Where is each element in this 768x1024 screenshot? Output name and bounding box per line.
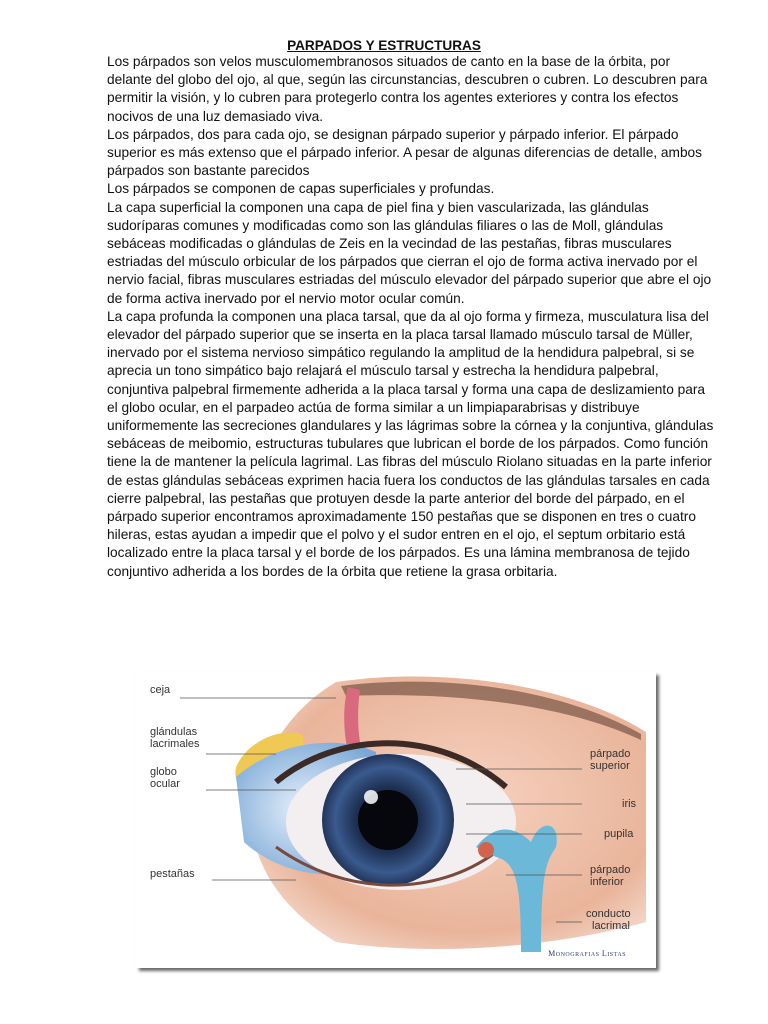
label-parpado-sup-2: superior [590, 760, 630, 772]
label-parpado-sup-1: párpado [590, 748, 631, 760]
label-conducto-1: conducto [586, 908, 631, 920]
label-globo-1: globo [150, 766, 177, 778]
label-ceja: ceja [150, 684, 171, 696]
document-title: PARPADOS Y ESTRUCTURAS [287, 38, 481, 53]
paragraph: Los párpados son velos musculomembranosos situados de canto en la base de la órbita, por delante del globo del ojo, al que, según las circunstancias, descubren o cubren. Lo descubren para permitir la visión, y lo cubren para protegerlo contra los agentes exteriores y contra los efectos nocivos de una luz demasiado viva. [107, 54, 708, 124]
label-pestanas: pestañas [150, 868, 195, 880]
paragraph: Los párpados se componen de capas superficiales y profundas. [107, 181, 495, 197]
label-pupila: pupila [604, 828, 634, 840]
label-conducto-2: lacrimal [592, 920, 630, 932]
document-body [107, 53, 717, 581]
paragraph: La capa superficial la componen una capa de piel fina y bien vascularizada, las glándulas sudoríparas comunes y modificadas como son las glándulas filiares o las de Moll, glándulas sebáceas modificadas o glándulas de Zeis en la vecindad de las pestañas, fibras musculares estriadas del músculo orbicular de los párpados que cierran el ojo de forma activa inervado por el nervio facial, fibras musculares estriadas del músculo elevador del párpado superior que abre el ojo de forma activa inervado por el nervio motor ocular común. [107, 199, 712, 306]
eye-anatomy-figure [136, 672, 656, 968]
watermark: Monografias Listas [548, 949, 626, 958]
paragraph: Los párpados, dos para cada ojo, se designan párpado superior y párpado inferior. El párpado superior es más extenso que el párpado inferior. A pesar de algunas diferencias de detalle, ambos párpados son bastante parecidos [107, 126, 703, 179]
punctum-shape [478, 842, 494, 858]
paragraph: La capa profunda la componen una placa tarsal, que da al ojo forma y firmeza, musculatura lisa del elevador del párpado superior que se inserta en la placa tarsal llamado músculo tarsal de Müller, inervado por el sistema nervioso simpático regulando la amplitud de la hendidura palpebral, si se aprecia un tono simpático bajo relajará el músculo tarsal y estrecha la hendidura palpebral, conjuntiva palpebral firmemente adherida a la placa tarsal y forma una capa de deslizamiento para el globo ocular, en el parpadeo actúa de forma similar a un limpiaparabrisas y distribuye uniformemente las secreciones glandulares y las lágrimas sobre la córnea y la conjuntiva, glándulas sebáceas de meibomio, estructuras tubulares que lubrican el borde de los párpados. Como función tiene la de mantener la película lagrimal. Las fibras del músculo Riolano situadas en la parte inferior de estas glándulas sebáceas exprimen hacia fuera los conductos de las glándulas tarsales en cada cierre palpebral, las pestañas que protuyen desde la parte anterior del borde del párpado, en el párpado superior encontramos aproximadamente 150 pestañas que se disponen en tres o cuatro hileras, estas ayudan a impedir que el polvo y el sudor entren en el ojo, el septum orbitario está localizado entre la placa tarsal y el borde de los párpados. Es una lámina membranosa de tejido conjuntivo adherida a los bordes de la órbita que retiene la grasa orbitaria. [107, 308, 714, 579]
label-iris: iris [622, 798, 637, 810]
label-glandulas-2: lacrimales [150, 738, 200, 750]
eye-illustration [136, 672, 656, 968]
label-globo-2: ocular [150, 778, 180, 790]
reflection-shape [364, 790, 378, 804]
label-parpado-inf-1: párpado [590, 864, 631, 876]
label-glandulas-1: glándulas [150, 726, 198, 738]
label-parpado-inf-2: inferior [590, 876, 624, 888]
